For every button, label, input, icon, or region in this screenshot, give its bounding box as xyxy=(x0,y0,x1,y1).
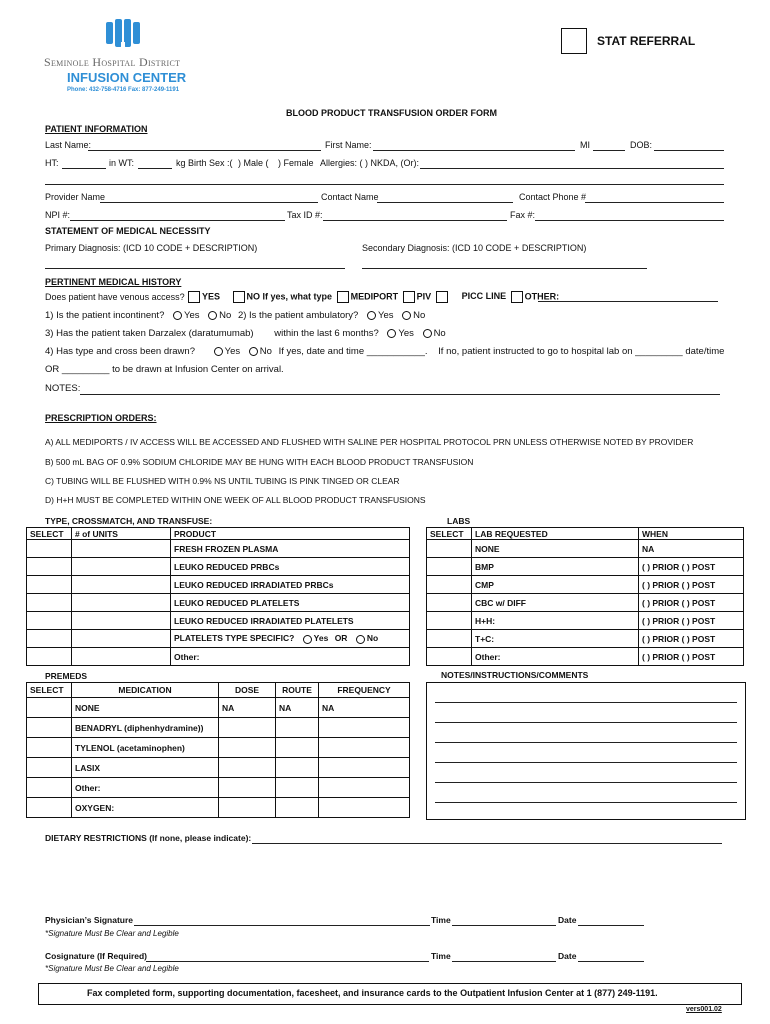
table-row xyxy=(27,630,410,648)
lab-cell: BMP xyxy=(472,558,639,576)
org-name: Seminole Hospital District xyxy=(44,55,181,69)
transfuse-header-row xyxy=(27,528,410,540)
notes-line[interactable] xyxy=(435,723,737,743)
footer-fax-note: Fax completed form, supporting documentation, facesheet, and insurance cards to the Outpatient Infusion Center at 1 (877) 249-1191. xyxy=(87,988,658,998)
when-cell[interactable]: ( ) PRIOR ( ) POST xyxy=(639,558,744,576)
allergies-field-continued[interactable] xyxy=(45,184,724,185)
cosignature-time-field[interactable] xyxy=(452,961,556,962)
select-cell[interactable] xyxy=(27,648,72,666)
cosignature-date-label: Date xyxy=(558,951,577,961)
fax-field[interactable] xyxy=(535,220,724,221)
select-cell[interactable] xyxy=(427,558,472,576)
physician-signature-field[interactable] xyxy=(134,925,430,926)
units-cell[interactable] xyxy=(72,630,171,648)
cosignature-label: Cosignature (If Required) xyxy=(45,951,148,961)
when-cell[interactable]: ( ) PRIOR ( ) POST xyxy=(639,648,744,666)
birth-sex-label: kg Birth Sex :( xyxy=(176,158,233,168)
prescription-heading: PRESCRIPTION ORDERS: xyxy=(45,413,157,423)
route-cell[interactable] xyxy=(276,718,319,738)
frequency-cell[interactable] xyxy=(319,738,410,758)
last-name-field[interactable] xyxy=(88,150,321,151)
dietary-field[interactable] xyxy=(252,843,722,844)
dose-cell[interactable] xyxy=(219,718,276,738)
table-row xyxy=(427,612,744,630)
physician-signature-label: Physician’s Signature xyxy=(45,915,134,925)
table-row xyxy=(27,718,410,738)
med-cell: LASIX xyxy=(72,758,219,778)
table-row xyxy=(427,630,744,648)
units-cell[interactable] xyxy=(72,576,171,594)
weight-field[interactable] xyxy=(138,168,172,169)
labs-heading: LABS xyxy=(447,516,471,526)
table-row xyxy=(27,778,410,798)
units-cell[interactable] xyxy=(72,540,171,558)
dob-label: DOB: xyxy=(630,140,653,150)
dose-cell[interactable] xyxy=(219,758,276,778)
table-row xyxy=(427,540,744,558)
tax-id-label: Tax ID #: xyxy=(287,210,323,220)
select-cell[interactable] xyxy=(27,576,72,594)
route-cell: NA xyxy=(276,698,319,718)
other-access-field[interactable] xyxy=(538,301,718,302)
select-cell[interactable] xyxy=(27,798,72,818)
select-cell[interactable] xyxy=(427,612,472,630)
type-cross-no-radio[interactable] xyxy=(249,347,258,356)
type-cross-question: 4) Has type and cross been drawn? xyxy=(45,346,195,357)
when-cell[interactable]: ( ) PRIOR ( ) POST xyxy=(639,594,744,612)
table-row xyxy=(27,648,410,666)
table-row xyxy=(427,576,744,594)
med-cell: BENADRYL (diphenhydramine)) xyxy=(72,718,219,738)
premeds-header-row xyxy=(27,683,410,698)
cosignature-note: *Signature Must Be Clear and Legible xyxy=(45,964,179,973)
labs-header-row xyxy=(427,528,744,540)
contact-name-field[interactable] xyxy=(377,202,513,203)
ambulatory-question: 2) Is the patient ambulatory? xyxy=(237,310,359,321)
dose-cell[interactable] xyxy=(219,738,276,758)
notes-line[interactable] xyxy=(435,703,737,723)
platelets-no-label: No xyxy=(366,633,379,644)
when-cell: NA xyxy=(639,540,744,558)
table-row xyxy=(27,798,410,818)
platelets-yes-radio[interactable] xyxy=(303,635,312,644)
darzalex-question-b: within the last 6 months? xyxy=(274,328,379,339)
med-cell[interactable]: OXYGEN: xyxy=(72,798,219,818)
logo xyxy=(40,18,210,98)
select-cell[interactable] xyxy=(27,738,72,758)
units-cell[interactable] xyxy=(72,594,171,612)
picc-line-checkbox[interactable] xyxy=(436,291,448,303)
frequency-cell[interactable] xyxy=(319,718,410,738)
height-label: HT: xyxy=(45,158,59,168)
premeds-select-header: SELECT xyxy=(27,683,72,698)
product-cell xyxy=(171,630,410,648)
premeds-dose-header: DOSE xyxy=(219,683,276,698)
product-cell: LEUKO REDUCED PLATELETS xyxy=(171,594,410,612)
cosignature-time-label: Time xyxy=(431,951,451,961)
physician-date-label: Date xyxy=(558,915,577,925)
org-department: INFUSION CENTER xyxy=(67,70,187,85)
platelets-or-label: OR xyxy=(334,633,348,644)
premeds-frequency-header: FREQUENCY xyxy=(319,683,410,698)
piv-label: PIV xyxy=(416,291,432,302)
primary-diagnosis-label: Primary Diagnosis: (ICD 10 CODE + DESCRIPTION) xyxy=(45,243,258,253)
product-cell: LEUKO REDUCED PRBCs xyxy=(171,558,410,576)
frequency-cell[interactable] xyxy=(319,758,410,778)
transfuse-units-header: # of UNITS xyxy=(72,528,171,540)
secondary-diagnosis-field[interactable] xyxy=(362,268,647,269)
ambulatory-yes-label: Yes xyxy=(377,310,394,321)
platelets-type-specific-label: PLATELETS TYPE SPECIFIC? xyxy=(174,633,295,644)
premeds-table xyxy=(26,682,410,818)
primary-diagnosis-field[interactable] xyxy=(45,268,345,269)
premeds-med-header: MEDICATION xyxy=(72,683,219,698)
lab-cell: CBC w/ DIFF xyxy=(472,594,639,612)
fax-label: Fax #: xyxy=(510,210,536,220)
select-cell[interactable] xyxy=(27,718,72,738)
provider-name-label: Provider Name xyxy=(45,192,106,202)
infusion-draw-instruction: OR _________ to be drawn at Infusion Center on arrival. xyxy=(45,364,284,375)
darzalex-no-label: No xyxy=(433,328,446,339)
incontinent-question: 1) Is the patient incontinent? xyxy=(45,310,165,321)
notes-line[interactable] xyxy=(435,783,737,803)
venous-yes-checkbox[interactable] xyxy=(188,291,200,303)
incontinent-no-label: No xyxy=(219,310,232,321)
physician-time-field[interactable] xyxy=(452,925,556,926)
mediport-label: MEDIPORT xyxy=(350,291,399,302)
product-cell: LEUKO REDUCED IRRADIATED PRBCs xyxy=(171,576,410,594)
incontinent-yes-label: Yes xyxy=(184,310,200,321)
cosignature-field[interactable] xyxy=(146,961,429,962)
contact-phone-field[interactable] xyxy=(585,202,724,203)
table-row xyxy=(27,540,410,558)
first-name-field[interactable] xyxy=(373,150,575,151)
product-cell[interactable]: Other: xyxy=(171,648,410,666)
female-option[interactable]: ) Female xyxy=(278,158,314,168)
weight-label: in WT: xyxy=(109,158,135,168)
contact-name-label: Contact Name xyxy=(321,192,379,202)
physician-signature-note: *Signature Must Be Clear and Legible xyxy=(45,929,179,938)
rx-order-a: A) ALL MEDIPORTS / IV ACCESS WILL BE ACCESSED AND FLUSHED WITH SALINE PER HOSPITAL PROTOCOL PRN UNLESS OTHERWISE NOTED BY PROVIDER xyxy=(45,437,694,447)
table-row xyxy=(427,648,744,666)
table-row xyxy=(27,612,410,630)
lab-cell: CMP xyxy=(472,576,639,594)
notes-field[interactable] xyxy=(80,394,720,395)
table-row xyxy=(27,558,410,576)
frequency-cell[interactable] xyxy=(319,778,410,798)
provider-name-field[interactable] xyxy=(100,202,318,203)
darzalex-question: 3) Has the patient taken Darzalex (daratumumab) xyxy=(45,328,254,339)
venous-no-label: NO If yes, what type xyxy=(246,291,333,302)
type-cross-yes-radio[interactable] xyxy=(214,347,223,356)
table-row xyxy=(27,594,410,612)
allergies-field[interactable] xyxy=(420,168,724,169)
first-name-label: First Name: xyxy=(325,140,372,150)
med-cell: TYLENOL (acetaminophen) xyxy=(72,738,219,758)
venous-no-checkbox[interactable] xyxy=(233,291,245,303)
select-cell[interactable] xyxy=(427,576,472,594)
select-cell[interactable] xyxy=(427,594,472,612)
units-cell[interactable] xyxy=(72,612,171,630)
notes-box-heading: NOTES/INSTRUCTIONS/COMMENTS xyxy=(441,670,589,680)
type-cross-date-time: If yes, date and time ___________. xyxy=(278,346,428,357)
rx-order-d: D) H+H MUST BE COMPLETED WITHIN ONE WEEK OF ALL BLOOD PRODUCT TRANSFUSIONS xyxy=(45,495,426,505)
allergies-label: Allergies: ( ) NKDA, (Or): xyxy=(320,158,420,168)
select-cell[interactable] xyxy=(27,758,72,778)
lab-cell: NONE xyxy=(472,540,639,558)
units-cell[interactable] xyxy=(72,558,171,576)
tax-id-field[interactable] xyxy=(323,220,507,221)
select-cell[interactable] xyxy=(27,594,72,612)
notes-label: NOTES: xyxy=(45,383,81,394)
when-cell[interactable]: ( ) PRIOR ( ) POST xyxy=(639,576,744,594)
frequency-cell: NA xyxy=(319,698,410,718)
rx-order-c: C) TUBING WILL BE FLUSHED WITH 0.9% NS UNTIL TUBING IS PINK TINGED OR CLEAR xyxy=(45,476,400,486)
footer-fax-box xyxy=(38,983,742,1005)
select-cell[interactable] xyxy=(27,778,72,798)
dob-field[interactable] xyxy=(654,150,724,151)
premeds-heading: PREMEDS xyxy=(45,671,88,681)
npi-field[interactable] xyxy=(70,220,285,221)
darzalex-yes-label: Yes xyxy=(398,328,414,339)
physician-time-label: Time xyxy=(431,915,451,925)
dose-cell[interactable] xyxy=(219,798,276,818)
secondary-diagnosis-label: Secondary Diagnosis: (ICD 10 CODE + DESCRIPTION) xyxy=(362,243,587,253)
select-cell[interactable] xyxy=(27,558,72,576)
med-cell[interactable]: Other: xyxy=(72,778,219,798)
stat-referral-checkbox[interactable] xyxy=(561,28,587,54)
units-cell[interactable] xyxy=(72,648,171,666)
platelets-no-radio[interactable] xyxy=(356,635,365,644)
mi-field[interactable] xyxy=(593,150,625,151)
when-cell[interactable]: ( ) PRIOR ( ) POST xyxy=(639,612,744,630)
dietary-label: DIETARY RESTRICTIONS (If none, please indicate): xyxy=(45,833,252,843)
hospital-logo-icon xyxy=(104,18,144,54)
select-cell[interactable] xyxy=(427,630,472,648)
transfuse-heading: TYPE, CROSSMATCH, AND TRANSFUSE: xyxy=(45,516,213,526)
ambulatory-no-radio[interactable] xyxy=(402,311,411,320)
picc-line-label: PICC LINE xyxy=(461,291,507,302)
patient-info-heading: PATIENT INFORMATION xyxy=(45,124,148,134)
org-phone: Phone: 432-758-4716 Fax: 877-249-1191 xyxy=(67,87,180,93)
labs-when-header: WHEN xyxy=(639,528,744,540)
other-access-label: OTHER: xyxy=(524,291,560,302)
type-cross-no-label: No xyxy=(259,346,272,357)
physician-date-field[interactable] xyxy=(578,925,644,926)
labs-table xyxy=(426,527,744,666)
cosignature-date-field[interactable] xyxy=(578,961,644,962)
necessity-heading: STATEMENT OF MEDICAL NECESSITY xyxy=(45,226,211,236)
darzalex-no-radio[interactable] xyxy=(423,329,432,338)
select-cell[interactable] xyxy=(27,630,72,648)
table-row xyxy=(27,738,410,758)
male-option[interactable]: ) Male ( xyxy=(238,158,269,168)
notes-line[interactable] xyxy=(435,683,737,703)
route-cell[interactable] xyxy=(276,758,319,778)
other-access-checkbox[interactable] xyxy=(511,291,523,303)
type-cross-yes-label: Yes xyxy=(224,346,241,357)
lab-cell[interactable]: T+C: xyxy=(472,630,639,648)
ambulatory-no-label: No xyxy=(413,310,426,321)
route-cell[interactable] xyxy=(276,778,319,798)
product-cell: LEUKO REDUCED IRRADIATED PLATELETS xyxy=(171,612,410,630)
lab-cell[interactable]: H+H: xyxy=(472,612,639,630)
dose-cell: NA xyxy=(219,698,276,718)
contact-phone-label: Contact Phone # xyxy=(519,192,587,202)
venous-access-question: Does patient have venous access? xyxy=(45,292,185,302)
rx-order-b: B) 500 mL BAG OF 0.9% SODIUM CHLORIDE MAY BE HUNG WITH EACH BLOOD PRODUCT TRANSFUSION xyxy=(45,457,474,467)
route-cell[interactable] xyxy=(276,798,319,818)
piv-checkbox[interactable] xyxy=(403,291,415,303)
dose-cell[interactable] xyxy=(219,778,276,798)
history-heading: PERTINENT MEDICAL HISTORY xyxy=(45,277,182,287)
height-field[interactable] xyxy=(62,168,106,169)
incontinent-yes-radio[interactable] xyxy=(173,311,182,320)
select-cell[interactable] xyxy=(427,648,472,666)
select-cell[interactable] xyxy=(27,612,72,630)
venous-access-options xyxy=(186,291,559,303)
stat-referral-label: STAT REFERRAL xyxy=(597,34,696,48)
table-row xyxy=(27,576,410,594)
mediport-checkbox[interactable] xyxy=(337,291,349,303)
select-cell[interactable] xyxy=(27,540,72,558)
darzalex-yes-radio[interactable] xyxy=(387,329,396,338)
notes-box[interactable] xyxy=(426,682,746,820)
transfuse-select-header: SELECT xyxy=(27,528,72,540)
platelets-yes-label: Yes xyxy=(313,633,329,644)
table-row xyxy=(427,558,744,576)
premeds-route-header: ROUTE xyxy=(276,683,319,698)
last-name-label: Last Name: xyxy=(45,140,92,150)
incontinent-no-radio[interactable] xyxy=(208,311,217,320)
select-cell[interactable] xyxy=(27,698,72,718)
lab-cell[interactable]: Other: xyxy=(472,648,639,666)
notes-line[interactable] xyxy=(435,763,737,783)
ambulatory-yes-radio[interactable] xyxy=(367,311,376,320)
hospital-lab-instruction: If no, patient instructed to go to hospital lab on _________ date/time xyxy=(438,346,725,357)
route-cell[interactable] xyxy=(276,738,319,758)
table-row xyxy=(427,594,744,612)
labs-select-header: SELECT xyxy=(427,528,472,540)
venous-yes-label: YES xyxy=(202,291,221,302)
notes-line[interactable] xyxy=(435,743,737,763)
product-cell: FRESH FROZEN PLASMA xyxy=(171,540,410,558)
frequency-cell[interactable] xyxy=(319,798,410,818)
mi-label: MI xyxy=(580,140,590,150)
med-cell: NONE xyxy=(72,698,219,718)
when-cell[interactable]: ( ) PRIOR ( ) POST xyxy=(639,630,744,648)
labs-lab-header: LAB REQUESTED xyxy=(472,528,639,540)
form-title: BLOOD PRODUCT TRANSFUSION ORDER FORM xyxy=(286,108,497,118)
table-row xyxy=(27,758,410,778)
table-row xyxy=(27,698,410,718)
npi-label: NPI #: xyxy=(45,210,71,220)
form-version: vers001.02 xyxy=(686,1006,722,1013)
transfuse-table xyxy=(26,527,410,666)
transfuse-product-header: PRODUCT xyxy=(171,528,410,540)
select-cell[interactable] xyxy=(427,540,472,558)
